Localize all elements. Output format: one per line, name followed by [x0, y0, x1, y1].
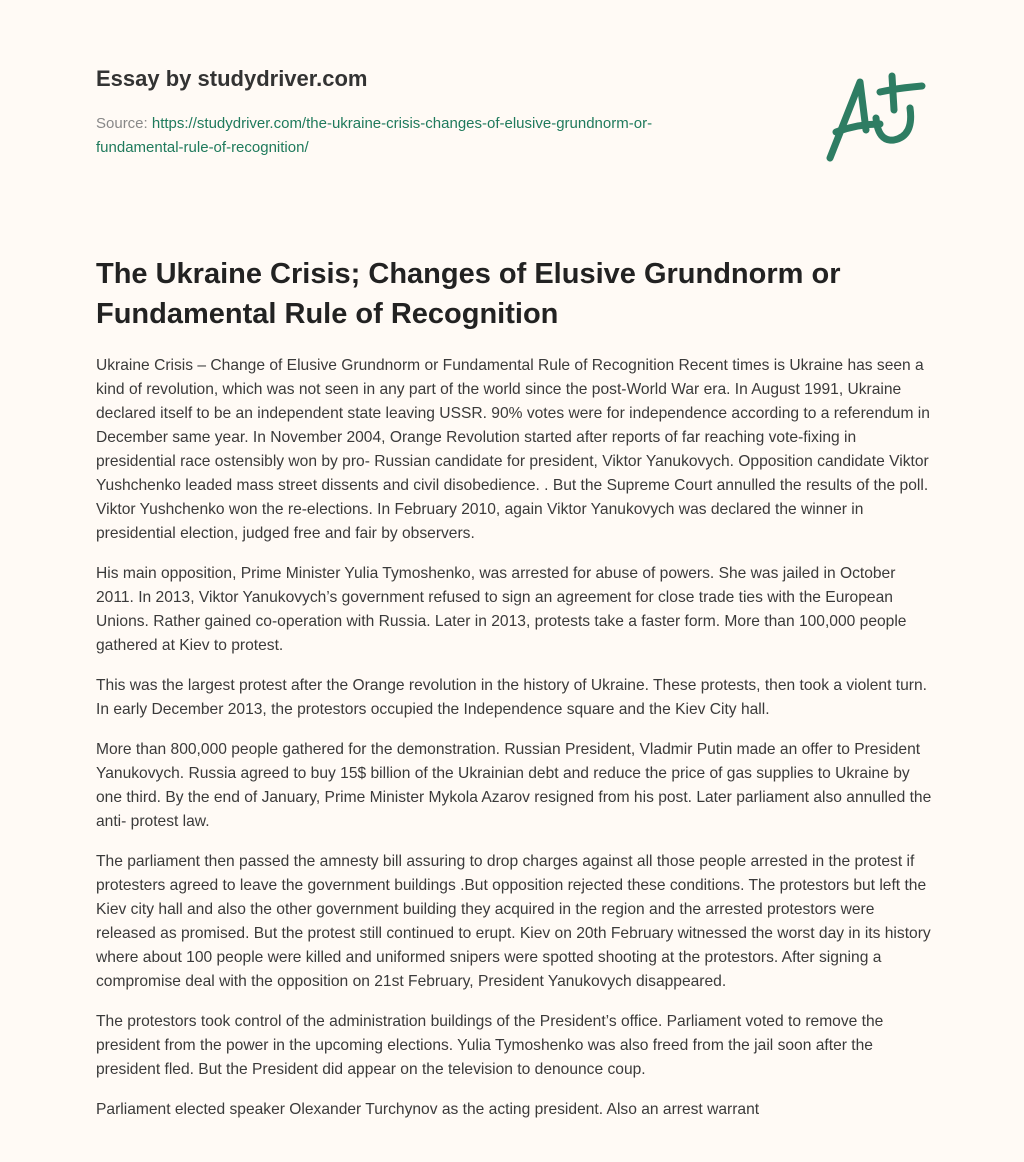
- paragraph: His main opposition, Prime Minister Yulia Tymoshenko, was arrested for abuse of powers. She was jailed in October 2011. In 2013, Viktor Yanukovych’s government refused to sign an agreement for close trade ties with the European Unions. Rather gained co-operation with Russia. Later in 2013, protests take a faster form. More than 100,000 people gathered at Kiev to protest.: [96, 565, 907, 654]
- article-body: [96, 354, 936, 1138]
- site-title: Essay by studydriver.com: [96, 66, 368, 91]
- a-plus-logo-icon: [822, 70, 932, 170]
- article-title: The Ukraine Crisis; Changes of Elusive Grundnorm or Fundamental Rule of Recognition: [96, 258, 841, 330]
- page-header: [0, 0, 1024, 230]
- paragraph: Parliament elected speaker Olexander Turchynov as the acting president. Also an arrest warrant: [96, 1101, 760, 1118]
- paragraph: Ukraine Crisis – Change of Elusive Grundnorm or Fundamental Rule of Recognition Recent times is Ukraine has seen a kind of revolution, which was not seen in any part of the world since the post-World War era. In August 1991, Ukraine declared itself to be an independent state leaving USSR. 90% votes were for independence according to a referendum in December same year. In November 2004, Orange Revolution started after reports of far reaching vote-fixing in presidential race ostensibly won by pro- Russian candidate for president, Viktor Yanukovych. Opposition candidate Viktor Yushchenko leaded mass street dissents and civil disobedience. . But the Supreme Court annulled the results of the poll. Viktor Yushchenko won the re-elections. In February 2010, again Viktor Yanukovych was declared the winner in presidential election, judged free and fair by observers.: [96, 357, 930, 542]
- source-label: Source:: [96, 115, 148, 132]
- source-link[interactable]: https://studydriver.com/the-ukraine-crisis-changes-of-elusive-grundnorm-or-fundamental-rule-of-recognition/: [96, 115, 653, 156]
- paragraph: The parliament then passed the amnesty bill assuring to drop charges against all those people arrested in the protest if protesters agreed to leave the government buildings .But opposition rejected these conditions. The protestors but left the Kiev city hall and also the other government building they acquired in the region and the arrested protestors were released as promised. But the protest still continued to erupt. Kiev on 20th February witnessed the worst day in its history where about 100 people were killed and uniformed snipers were spotted shooting at the protestors. After signing a compromise deal with the opposition on 21st February, President Yanukovych disappeared.: [96, 853, 931, 990]
- paragraph: The protestors took control of the administration buildings of the President’s office. Parliament voted to remove the president from the power in the upcoming elections. Yulia Tymoshenko was also freed from the jail soon after the president fled. But the President did appear on the television to denounce coup.: [96, 1013, 884, 1078]
- paragraph: More than 800,000 people gathered for the demonstration. Russian President, Vladmir Putin made an offer to President Yanukovych. Russia agreed to buy 15$ billion of the Ukrainian debt and reduce the price of gas supplies to Ukraine by one third. By the end of January, Prime Minister Mykola Azarov resigned from his post. Later parliament also annulled the anti- protest law.: [96, 741, 932, 830]
- source-line: [96, 112, 736, 160]
- paragraph: This was the largest protest after the Orange revolution in the history of Ukraine. These protests, then took a violent turn. In early December 2013, the protestors occupied the Independence square and the Kiev City hall.: [96, 677, 927, 718]
